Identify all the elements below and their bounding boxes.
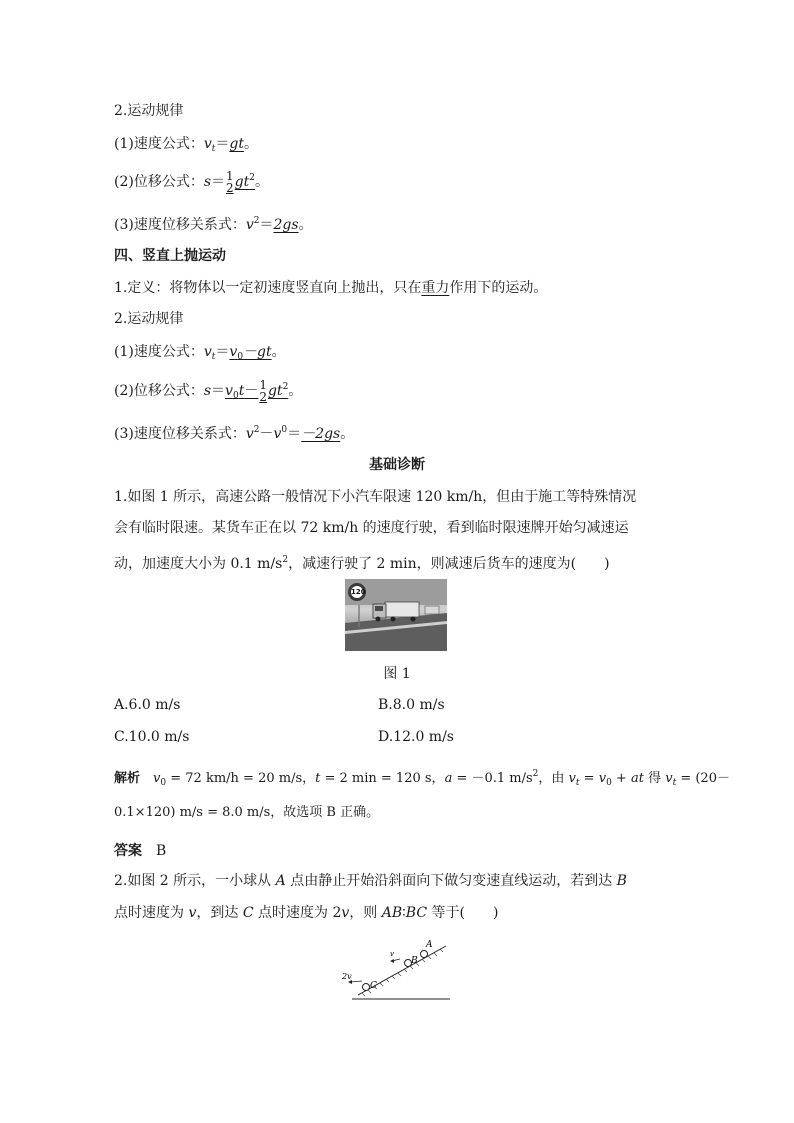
- ball-at-a: [421, 951, 428, 958]
- law-heading-2: 2.运动规律: [114, 311, 184, 327]
- label-v: v: [390, 950, 394, 958]
- solution-line-1: 解析 $v_0 = 72$ km/h = 20 m/s，t = 2 min = 120 s，a = －0.1 $m/s^2$，由 $v_t = v_0$ + at 得 $v_t = (20-$: [114, 769, 730, 788]
- velocity-formula-2: (1)速度公式：$v_t=v_0-gt$。: [114, 344, 286, 362]
- velocity-formula-1: (1)速度公式：$v_t=gt$。: [114, 136, 258, 154]
- law-heading-1: 2.运动规律: [114, 103, 184, 119]
- label-2v: 2v: [342, 972, 352, 981]
- velocity-displacement-formula-2: (3)速度位移关系式：$v^2-v^0=-2gs$。: [114, 425, 355, 442]
- definition: 1.定义：将物体以一定初速度竖直向上抛出，只在重力作用下的运动。: [114, 280, 548, 296]
- q1-line-3: 动，加速度大小为 0.1 $m/s^2$，减速行驶了 2 min，则减速后货车的速度为( ): [114, 555, 610, 572]
- q2-line-1: 2.如图 2 所示，一小球从 A 点由静止开始沿斜面向下做匀变速直线运动，若到达 B: [114, 873, 627, 889]
- option-d: D.12.0 m/s: [378, 729, 454, 745]
- label-a: A: [426, 940, 433, 950]
- option-a: A.6.0 m/s: [114, 697, 181, 713]
- label-b: B: [411, 956, 418, 966]
- fraction-half-2: 1 2: [259, 378, 267, 404]
- figure-2-incline-diagram: [338, 932, 454, 1004]
- label-c: C: [370, 981, 377, 991]
- option-c: C.10.0 m/s: [114, 729, 190, 745]
- ball-at-c: [363, 984, 370, 991]
- diagnosis-title: 基础诊断: [369, 457, 425, 473]
- displacement-formula-1: (2)位移公式：s＝ 1 2 $gt^2$。: [114, 169, 269, 195]
- displacement-formula-2: (2)位移公式：$s=v_0t-$ 1 2 $gt^2$。: [114, 378, 303, 404]
- section-title-vertical-throw: 四、竖直上抛运动: [114, 248, 226, 264]
- q1-line-1: 1.如图 1 所示，高速公路一般情况下小汽车限速 120 km/h，但由于施工等特殊情况: [114, 489, 637, 505]
- fraction-half: 1 2: [226, 169, 234, 195]
- q1-line-2: 会有临时限速。某货车正在以 72 km/h 的速度行驶，看到临时限速牌开始匀减速运: [114, 520, 629, 536]
- answer: 答案 B: [114, 843, 167, 859]
- figure-1-caption: 图 1: [383, 666, 411, 682]
- velocity-displacement-formula-1: (3)速度位移关系式：$v^2=2gs$。: [114, 216, 313, 233]
- speed-limit-sign: 120: [348, 583, 366, 601]
- figure-1-highway-photo: [345, 579, 447, 651]
- q2-line-2: 点时速度为 v，到达 C 点时速度为 2v，则 AB∶BC 等于( ): [114, 905, 499, 921]
- option-b: B.8.0 m/s: [378, 697, 445, 713]
- solution-line-2: 0.1×120) m/s = 8.0 m/s，故选项 B 正确。: [114, 805, 380, 820]
